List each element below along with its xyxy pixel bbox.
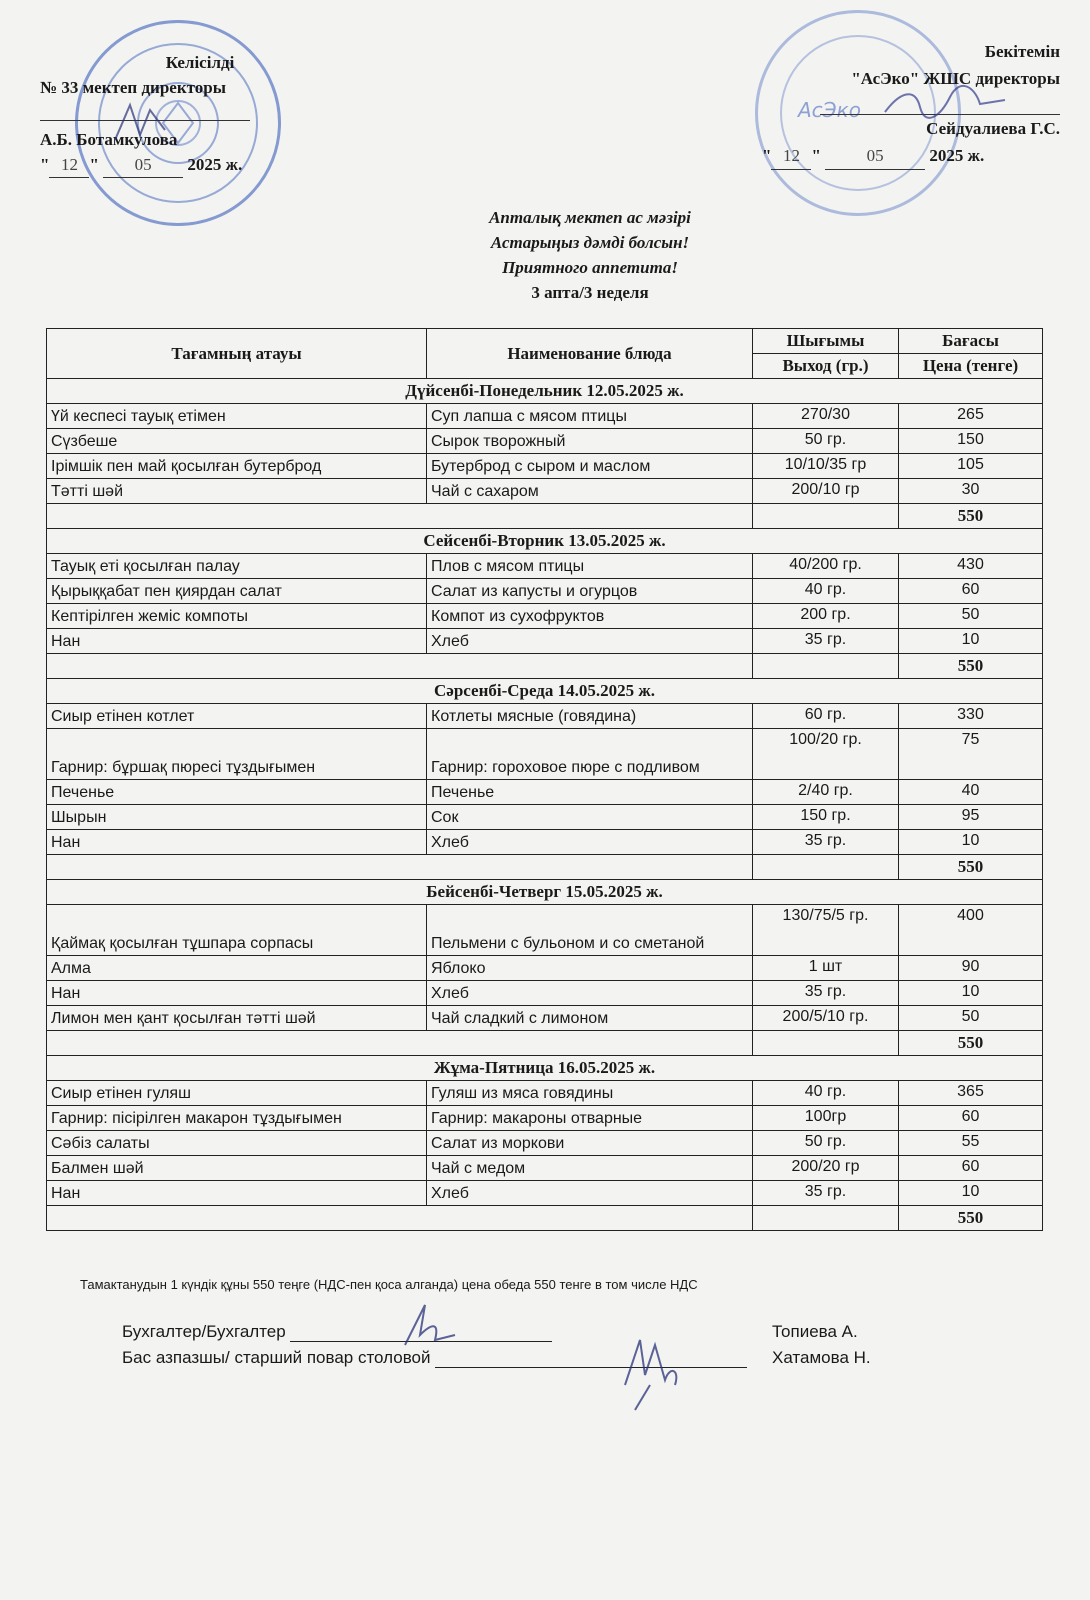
day-heading-row <box>47 880 1043 905</box>
dish-yield: 1 шт <box>753 956 899 981</box>
day-heading-row <box>47 1056 1043 1081</box>
dish-yield: 200/10 гр <box>753 479 899 504</box>
dish-yield: 200/20 гр <box>753 1156 899 1181</box>
menu-titles <box>0 205 1090 305</box>
dish-name-kz: Балмен шәй <box>47 1156 427 1181</box>
dish-name-ru: Бутерброд с сыром и маслом <box>427 454 753 479</box>
cook-signature-line <box>435 1349 747 1368</box>
dish-yield: 35 гр. <box>753 1181 899 1206</box>
menu-title-kz: Апталық мектеп ас мәзірі <box>489 208 691 227</box>
empty-cell <box>753 1031 899 1056</box>
dish-name-kz: Лимон мен қант қосылған тәтті шәй <box>47 1006 427 1031</box>
day-total: 550 <box>899 654 1043 679</box>
menu-item-row <box>47 1131 1043 1156</box>
empty-cell <box>753 654 899 679</box>
dish-yield: 200/5/10 гр. <box>753 1006 899 1031</box>
day-heading-row <box>47 679 1043 704</box>
dish-price: 10 <box>899 629 1043 654</box>
dish-price: 10 <box>899 1181 1043 1206</box>
dish-yield: 60 гр. <box>753 704 899 729</box>
company-director-position: "АсЭко" ЖШС директоры <box>851 69 1060 88</box>
header-yield-kz: Шығымы <box>753 329 899 354</box>
dish-yield: 35 гр. <box>753 981 899 1006</box>
dish-yield: 100гр <box>753 1106 899 1131</box>
approved-label: Бекітемін <box>984 42 1060 61</box>
dish-price: 50 <box>899 1006 1043 1031</box>
dish-name-ru: Компот из сухофруктов <box>427 604 753 629</box>
agreed-date-month: 05 <box>103 152 183 178</box>
dish-price: 365 <box>899 1081 1043 1106</box>
empty-cell <box>47 1206 753 1231</box>
cook-label: Бас азпазшы/ старший повар столовой <box>122 1348 431 1367</box>
accountant-label: Бухгалтер/Бухгалтер <box>122 1322 286 1341</box>
dish-yield: 200 гр. <box>753 604 899 629</box>
header-price-kz: Бағасы <box>899 329 1043 354</box>
week-label: 3 апта/3 неделя <box>531 283 649 302</box>
dish-name-ru: Хлеб <box>427 1181 753 1206</box>
empty-cell <box>47 504 753 529</box>
approved-date-day: 12 <box>771 142 811 170</box>
greeting-kz: Астарыңыз дәмді болсын! <box>490 233 690 252</box>
menu-item-row <box>47 454 1043 479</box>
menu-item-row <box>47 780 1043 805</box>
dish-name-ru: Плов с мясом птицы <box>427 554 753 579</box>
director-position: № 33 мектеп директоры <box>40 78 226 97</box>
dish-name-kz: Шырын <box>47 805 427 830</box>
menu-item-row <box>47 429 1043 454</box>
dish-name-kz: Кептірілген жеміс компоты <box>47 604 427 629</box>
day-title: Дүйсенбі-Понедельник 12.05.2025 ж. <box>47 379 1043 404</box>
menu-item-row <box>47 479 1043 504</box>
dish-name-kz: Нан <box>47 981 427 1006</box>
dish-name-ru: Хлеб <box>427 830 753 855</box>
dish-price: 330 <box>899 704 1043 729</box>
dish-name-kz: Алма <box>47 956 427 981</box>
menu-item-row <box>47 554 1043 579</box>
day-title: Сәрсенбі-Среда 14.05.2025 ж. <box>47 679 1043 704</box>
day-total-row <box>47 1031 1043 1056</box>
menu-item-row <box>47 1006 1043 1031</box>
menu-item-row <box>47 579 1043 604</box>
dish-name-kz: Гарнир: бұршақ пюресі тұздығымен <box>47 729 427 780</box>
dish-price: 30 <box>899 479 1043 504</box>
day-title: Бейсенбі-Четверг 15.05.2025 ж. <box>47 880 1043 905</box>
menu-item-row <box>47 981 1043 1006</box>
dish-yield: 150 гр. <box>753 805 899 830</box>
empty-cell <box>47 1031 753 1056</box>
dish-price: 55 <box>899 1131 1043 1156</box>
menu-item-row <box>47 1081 1043 1106</box>
dish-name-ru: Сок <box>427 805 753 830</box>
dish-name-ru: Гуляш из мяса говядины <box>427 1081 753 1106</box>
dish-yield: 35 гр. <box>753 629 899 654</box>
dish-yield: 40 гр. <box>753 579 899 604</box>
day-total-row <box>47 654 1043 679</box>
dish-name-ru: Пельмени с бульоном и со сметаной <box>427 905 753 956</box>
dish-name-ru: Печенье <box>427 780 753 805</box>
menu-item-row <box>47 629 1043 654</box>
director-name: А.Б. Ботамкулова <box>40 130 178 149</box>
dish-yield: 270/30 <box>753 404 899 429</box>
dish-price: 75 <box>899 729 1043 780</box>
dish-name-ru: Хлеб <box>427 629 753 654</box>
dish-name-ru: Салат из моркови <box>427 1131 753 1156</box>
dish-name-kz: Сиыр етінен гуляш <box>47 1081 427 1106</box>
agreed-block <box>40 50 300 178</box>
day-total: 550 <box>899 855 1043 880</box>
dish-name-ru: Гарнир: макароны отварные <box>427 1106 753 1131</box>
dish-name-kz: Сүзбеше <box>47 429 427 454</box>
dish-price: 265 <box>899 404 1043 429</box>
empty-cell <box>753 855 899 880</box>
dish-yield: 50 гр. <box>753 1131 899 1156</box>
dish-price: 60 <box>899 579 1043 604</box>
dish-name-kz: Тәтті шәй <box>47 479 427 504</box>
dish-price: 10 <box>899 981 1043 1006</box>
price-note: Тамактанудын 1 күндік құны 550 теңге (НДС-пен қоса алганда) цена обеда 550 тенге в том числе НДС <box>80 1277 698 1292</box>
day-total: 550 <box>899 1031 1043 1056</box>
dish-name-kz: Үй кеспесі тауық етімен <box>47 404 427 429</box>
header-yield-ru: Выход (гр.) <box>753 354 899 379</box>
accountant-row <box>122 1322 552 1342</box>
cook-signature-icon <box>615 1325 695 1415</box>
dish-name-kz: Нан <box>47 830 427 855</box>
dish-name-ru: Хлеб <box>427 981 753 1006</box>
menu-item-row <box>47 404 1043 429</box>
dish-yield: 50 гр. <box>753 429 899 454</box>
dish-name-ru: Чай с медом <box>427 1156 753 1181</box>
agreed-date-day: 12 <box>49 152 89 178</box>
dish-yield: 35 гр. <box>753 830 899 855</box>
menu-item-row <box>47 805 1043 830</box>
dish-name-kz: Сиыр етінен котлет <box>47 704 427 729</box>
dish-name-kz: Нан <box>47 629 427 654</box>
dish-name-ru: Сырок творожный <box>427 429 753 454</box>
dish-price: 95 <box>899 805 1043 830</box>
dish-name-kz: Гарнир: пісірілген макарон тұздығымен <box>47 1106 427 1131</box>
agreed-date-year: 2025 ж. <box>187 155 243 174</box>
dish-name-ru: Чай с сахаром <box>427 479 753 504</box>
day-total: 550 <box>899 1206 1043 1231</box>
school-director-signature-icon <box>110 100 170 150</box>
dish-price: 400 <box>899 905 1043 956</box>
empty-cell <box>753 1206 899 1231</box>
menu-item-row <box>47 905 1043 956</box>
dish-price: 50 <box>899 604 1043 629</box>
header-dish-kz: Тағамның атауы <box>47 329 427 379</box>
dish-name-kz: Тауық еті қосылған палау <box>47 554 427 579</box>
dish-price: 40 <box>899 780 1043 805</box>
stamp-company-name: АсЭко <box>798 98 861 122</box>
header-dish-ru: Наименование блюда <box>427 329 753 379</box>
greeting-ru: Приятного аппетита! <box>502 258 678 277</box>
menu-table <box>46 328 1043 1231</box>
day-title: Жұма-Пятница 16.05.2025 ж. <box>47 1056 1043 1081</box>
day-total-row <box>47 1206 1043 1231</box>
dish-price: 60 <box>899 1106 1043 1131</box>
dish-name-kz: Қырыққабат пен қиярдан салат <box>47 579 427 604</box>
dish-name-kz: Нан <box>47 1181 427 1206</box>
empty-cell <box>753 504 899 529</box>
dish-name-ru: Чай сладкий с лимоном <box>427 1006 753 1031</box>
day-total-row <box>47 855 1043 880</box>
dish-yield: 2/40 гр. <box>753 780 899 805</box>
dish-yield: 100/20 гр. <box>753 729 899 780</box>
company-director-name: Сейдуалиева Г.С. <box>926 119 1060 138</box>
dish-price: 60 <box>899 1156 1043 1181</box>
dish-name-ru: Котлеты мясные (говядина) <box>427 704 753 729</box>
dish-price: 105 <box>899 454 1043 479</box>
approved-date: " 12 " 05 2025 ж. <box>762 142 1060 170</box>
menu-item-row <box>47 704 1043 729</box>
menu-item-row <box>47 1106 1043 1131</box>
dish-name-ru: Яблоко <box>427 956 753 981</box>
director-signature-icon <box>880 82 1010 122</box>
approved-date-month: 05 <box>825 142 925 170</box>
dish-name-kz: Ірімшік пен май қосылған бутерброд <box>47 454 427 479</box>
day-total-row <box>47 504 1043 529</box>
dish-price: 90 <box>899 956 1043 981</box>
dish-yield: 130/75/5 гр. <box>753 905 899 956</box>
menu-item-row <box>47 729 1043 780</box>
dish-yield: 10/10/35 гр <box>753 454 899 479</box>
accountant-name: Топиева А. <box>772 1322 858 1341</box>
menu-item-row <box>47 604 1043 629</box>
dish-price: 150 <box>899 429 1043 454</box>
dish-name-kz: Сәбіз салаты <box>47 1131 427 1156</box>
dish-yield: 40 гр. <box>753 1081 899 1106</box>
menu-item-row <box>47 956 1043 981</box>
agreed-date: " 12 " 05 2025 ж. <box>40 152 300 178</box>
cook-name: Хатамова Н. <box>772 1348 871 1367</box>
dish-name-ru: Салат из капусты и огурцов <box>427 579 753 604</box>
empty-cell <box>47 855 753 880</box>
menu-item-row <box>47 1156 1043 1181</box>
accountant-signature-icon <box>395 1300 465 1350</box>
dish-name-kz: Қаймақ қосылған тұшпара сорпасы <box>47 905 427 956</box>
day-total: 550 <box>899 504 1043 529</box>
dish-name-ru: Суп лапша с мясом птицы <box>427 404 753 429</box>
agreed-label: Келісілді <box>165 53 235 72</box>
dish-name-kz: Печенье <box>47 780 427 805</box>
day-heading-row <box>47 529 1043 554</box>
dish-price: 10 <box>899 830 1043 855</box>
approved-date-year: 2025 ж. <box>929 146 985 165</box>
day-title: Сейсенбі-Вторник 13.05.2025 ж. <box>47 529 1043 554</box>
empty-cell <box>47 654 753 679</box>
menu-item-row <box>47 830 1043 855</box>
day-heading-row <box>47 379 1043 404</box>
dish-yield: 40/200 гр. <box>753 554 899 579</box>
menu-item-row <box>47 1181 1043 1206</box>
header-price-ru: Цена (тенге) <box>899 354 1043 379</box>
dish-name-ru: Гарнир: гороховое пюре с подливом <box>427 729 753 780</box>
dish-price: 430 <box>899 554 1043 579</box>
